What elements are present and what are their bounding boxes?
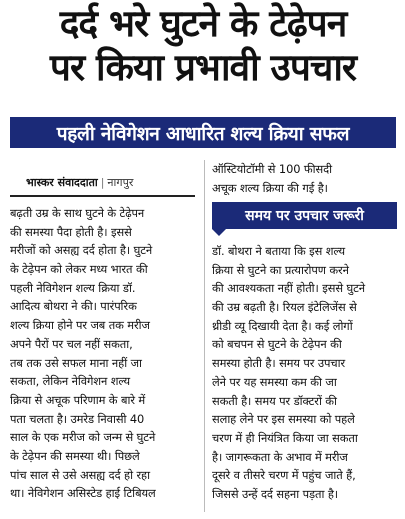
headline-line-1: दर्द भरे घुटने के टेढ़ेपन [59, 2, 347, 45]
headline-line-2: पर किया प्रभावी उपचार [49, 46, 357, 89]
section-heading: समय पर उपचार जरूरी [245, 208, 364, 224]
paragraph-line: डॉ. बोथरा ने बताया कि इस शल्य [212, 244, 346, 258]
paragraph-line: अचूक शल्य क्रिया की गई है। [212, 180, 328, 195]
banner-pointer [212, 229, 226, 236]
paragraph-line: सकता, लेकिन नेविगेशन शल्य [10, 374, 130, 389]
paragraph-line: साल के एक मरीज को जन्म से घुटने [10, 430, 156, 445]
paragraph-line: तब तक उसे सफल माना नहीं जा [10, 355, 142, 370]
byline-separator: | [100, 176, 105, 189]
paragraph-line: दूसरे व तीसरे चरण में पहुंच जाते हैं, [212, 468, 356, 483]
right-column-top [212, 160, 397, 197]
paragraph-line: की आवश्यकता नहीं होती। इससे घुटने [212, 281, 365, 296]
paragraph-line: सलाह लेने पर इस समस्या को पहले [212, 412, 355, 427]
paragraph-line: मरीजों को असह्य दर्द होता है। घुटने [10, 243, 153, 258]
paragraph-line: पांच साल से उसे असह्य दर्द हो रहा [10, 467, 150, 482]
left-column [10, 204, 198, 503]
right-column-bottom [212, 242, 398, 504]
section-heading-banner [212, 202, 397, 229]
paragraph-line: पहली नेविगेशन शल्य क्रिया डॉ. [10, 280, 136, 295]
paragraph-line: की उम्र बढ़ती है। रियल इंटेलिजेंस से [212, 300, 357, 315]
paragraph-line: की समस्या पैदा होती है। इससे [10, 224, 132, 239]
paragraph-line: ऑस्टियोटॉमी से 100 फीसदी [212, 162, 333, 176]
paragraph-line: को बचपन से घुटने के टेढ़ेपन की [212, 337, 342, 352]
paragraph-line: चरण में ही नियंत्रित किया जा सकता [212, 430, 358, 445]
paragraph-line: क्रिया से घुटने का प्रत्यारोपण करने [212, 262, 349, 277]
paragraph-line: थ्रीडी व्यू दिखायी देता है। कई लोगों [212, 318, 353, 333]
paragraph-line: समस्या होती है। समय पर उपचार [212, 356, 346, 371]
paragraph-line: क्रिया से अचूक परिणाम के बारे में [10, 392, 146, 407]
paragraph-line: सकती है। समय पर डॉक्टरों की [212, 393, 337, 408]
dateline-city: नागपुर [107, 176, 134, 189]
paragraph-line: के टेढ़ेपन को लेकर मध्य भारत की [10, 262, 148, 277]
paragraph-line: आदित्य बोथरा ने की। पारंपरिक [10, 299, 137, 314]
byline-rule [10, 195, 195, 197]
paragraph-line: के टेढ़ेपन की समस्या थी। पिछले [10, 448, 140, 463]
paragraph-line: बढ़ती उम्र के साथ घुटने के टेढ़ेपन [10, 206, 145, 220]
reporter-name: भास्कर संवाददाता [26, 176, 98, 189]
subheadline-banner [10, 117, 396, 148]
paragraph-line: जिससे उन्हें दर्द सहना पड़ता है। [212, 486, 338, 501]
byline [26, 175, 133, 190]
column-divider [204, 160, 205, 512]
paragraph-line: अपने पैरों पर चल नहीं सकता, [10, 336, 133, 351]
paragraph-line: लेने पर यह समस्या कम की जा [212, 374, 337, 389]
subheadline-text: पहली नेविगेशन आधारित शल्य क्रिया सफल [56, 122, 350, 145]
paragraph-line: था। नेविगेशन असिस्टेड हाई टिबियल [10, 486, 156, 501]
paragraph-line: है। जागरूकता के अभाव में मरीज [212, 449, 348, 464]
paragraph-line: पता चलता है। उमरेड निवासी 40 [10, 411, 145, 426]
paragraph-line: शल्य क्रिया होने पर जब तक मरीज [10, 318, 150, 333]
article-headline [6, 2, 400, 90]
